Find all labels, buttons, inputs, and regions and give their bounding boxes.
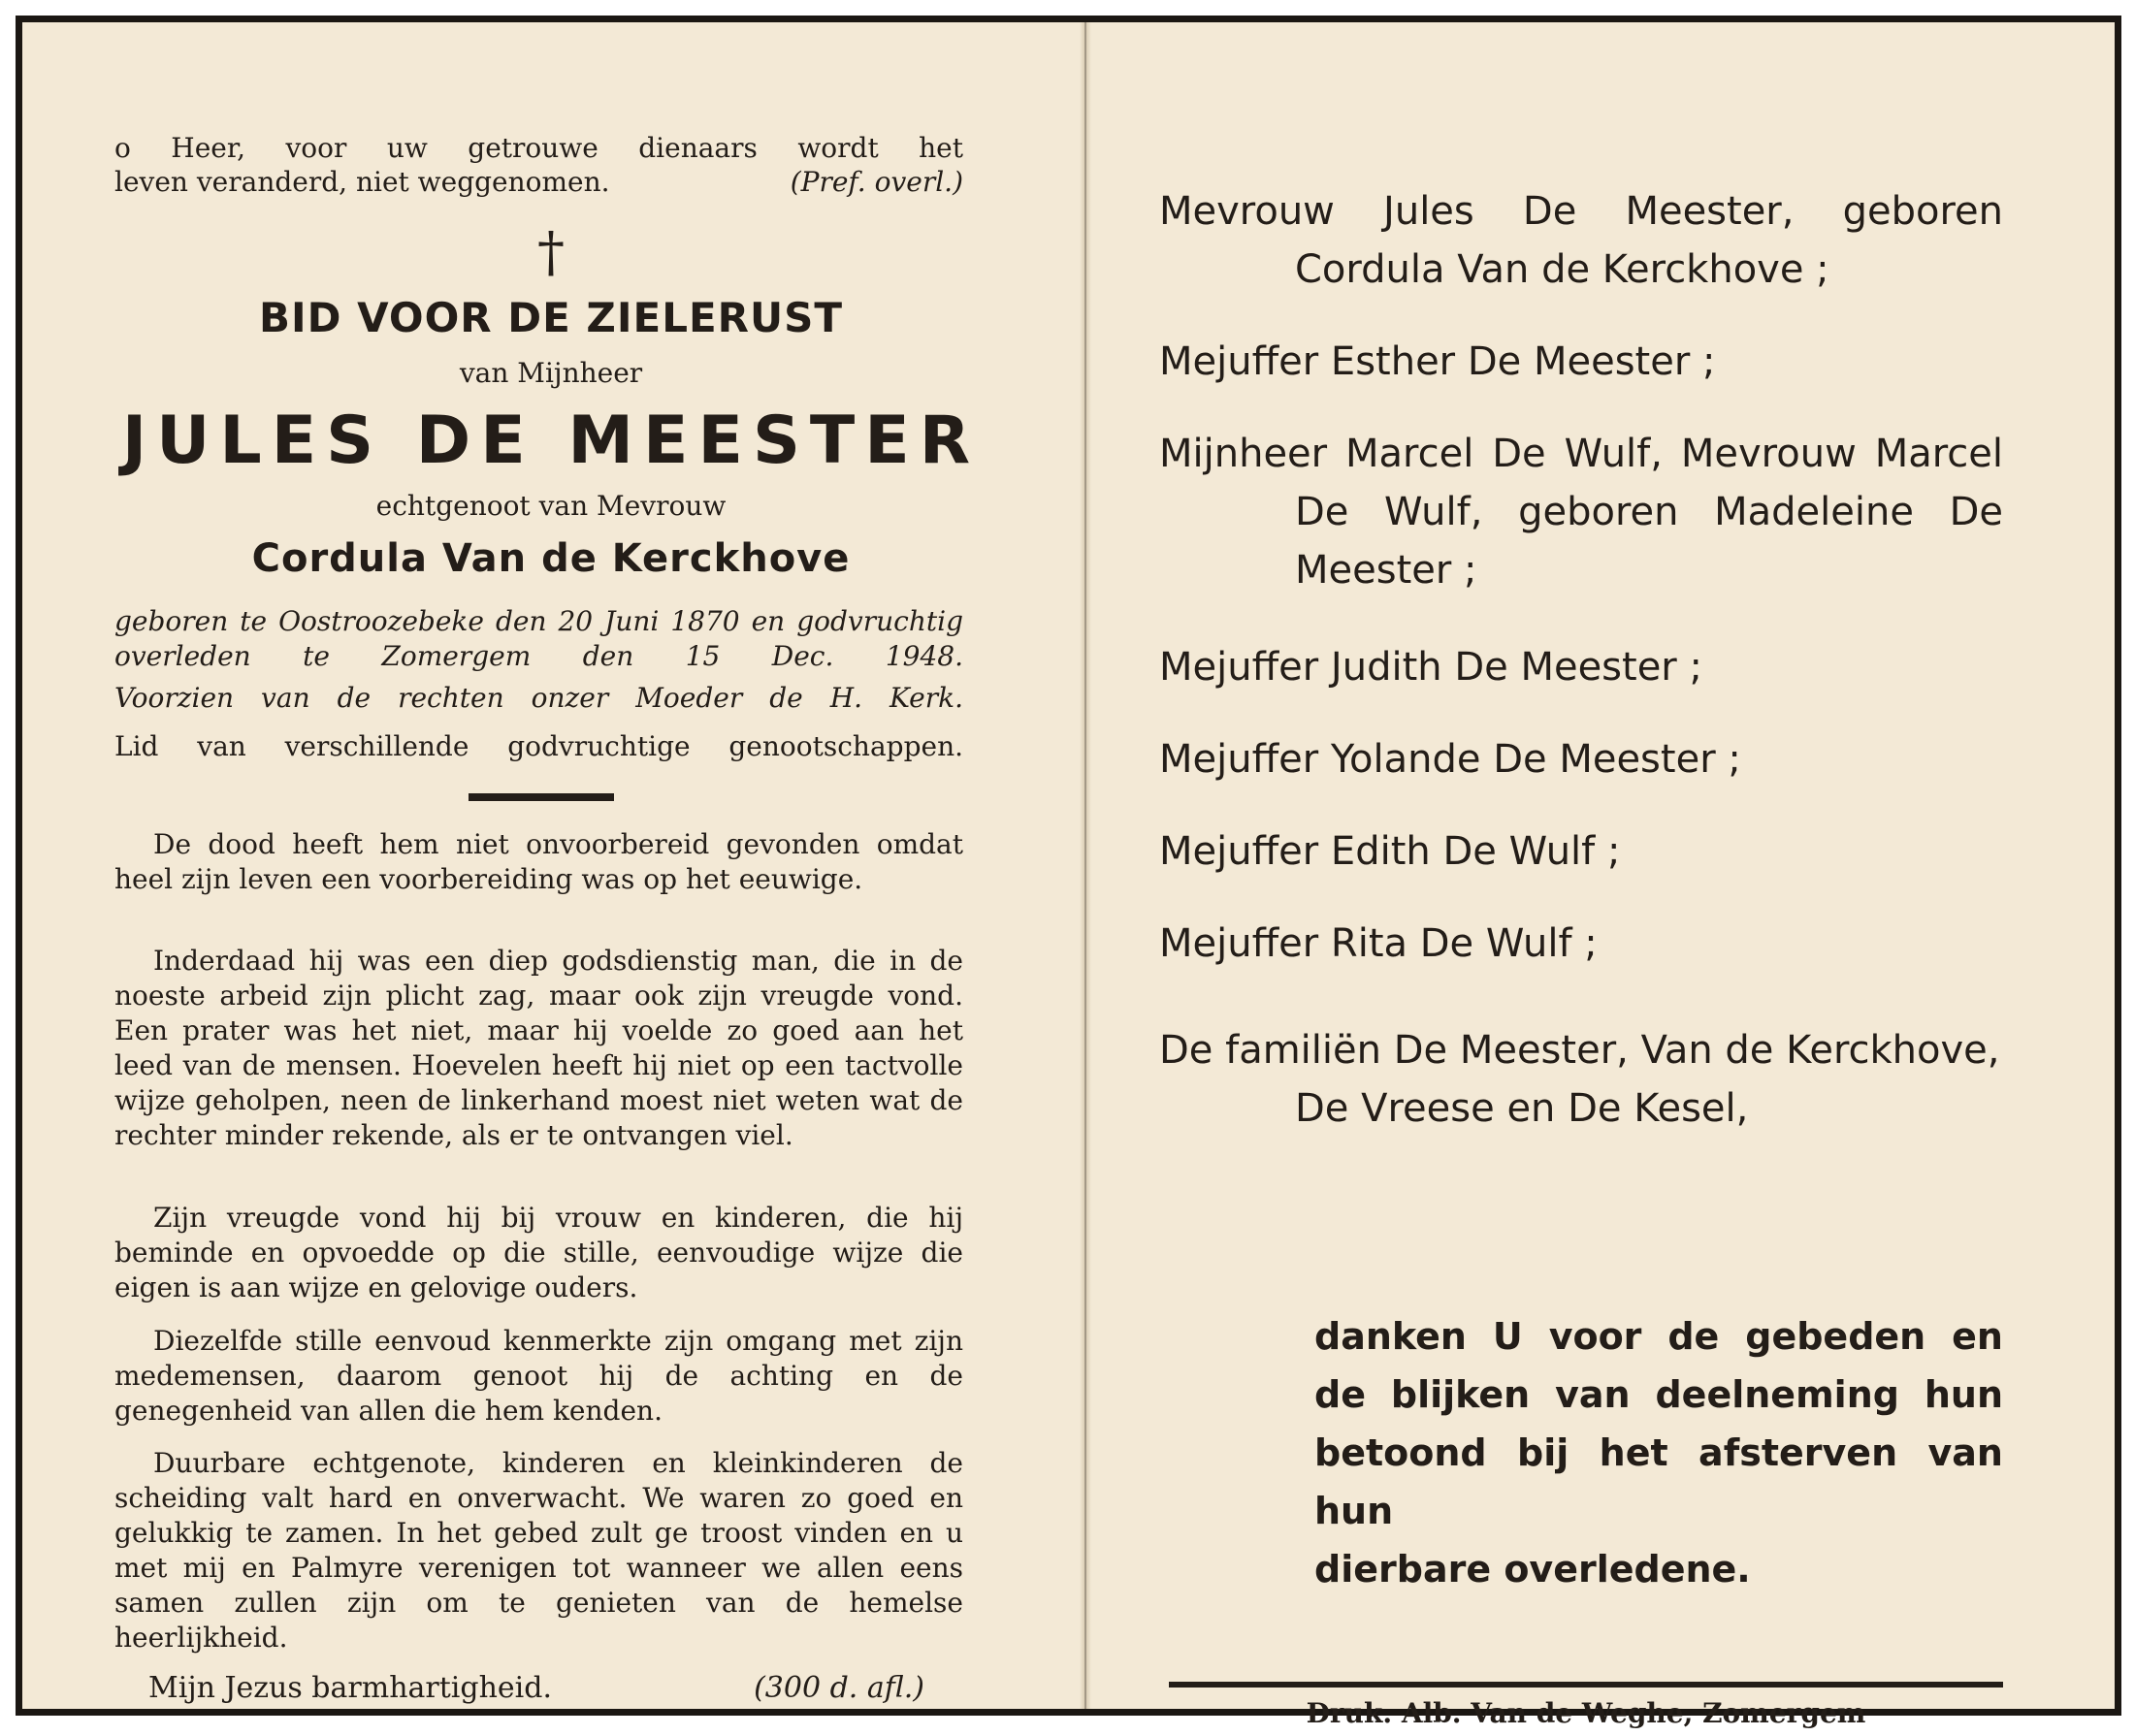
family-entry: Mejuffer Edith De Wulf ; <box>1159 829 1621 874</box>
page-fold <box>1080 22 1091 1709</box>
thanks-text: danken U voor de gebeden en de blijken van deelneming hun betoond bij het afsterven van hun dierbare overledene. <box>1314 1315 2003 1591</box>
quote-line-1: o Heer, voor uw getrouwe dienaars wordt het <box>114 132 963 164</box>
birth-death-text: geboren te Oostroozebeke den 20 Juni 1870 en godvruchtig overleden te Zomergem den 15 Dec. 1948. <box>114 605 963 672</box>
membership-text: Lid van verschillende godvruchtige genootschappen. <box>114 730 963 762</box>
prayer-quote <box>114 131 963 199</box>
closing-line <box>148 1671 924 1705</box>
family-entry: Mejuffer Judith De Meester ; <box>1159 645 1702 690</box>
right-page <box>1091 22 2115 1729</box>
spouse-name: Cordula Van de Kerckhove <box>251 536 851 581</box>
spouse-intro: echtgenoot van Mevrouw <box>375 490 727 522</box>
mourning-card <box>16 16 2121 1729</box>
deceased-name: JULES DE MEESTER <box>121 402 981 479</box>
cross-icon: † <box>537 221 565 284</box>
biography-paragraph: Diezelfde stille eenvoud kenmerkte zijn omgang met zijn medemensen, daarom genoot hij de achting en de genegenheid van allen die hem kenden. <box>114 1325 963 1427</box>
closing-prayer: Mijn Jezus barmhartigheid. <box>148 1671 553 1705</box>
family-entry: Mejuffer Esther De Meester ; <box>1159 339 1716 384</box>
printer-credit: Druk. Alb. Van de Weghe, Zomergem <box>1306 1697 1866 1729</box>
van-mijnheer: van Mijnheer <box>459 357 643 389</box>
biography-paragraph: Zijn vreugde vond hij bij vrouw en kinderen, die hij beminde en opvoedde op die stille, eenvoudige wijze die eigen is aan wijze en gelovige ouders. <box>114 1202 963 1303</box>
prayer-heading: BID VOOR DE ZIELERUST <box>258 294 843 341</box>
family-entry: Mijnheer Marcel De Wulf, Mevrouw Marcel De Wulf, geboren Madeleine De Meester ; <box>1159 432 2003 593</box>
quote-line-2: leven veranderd, niet weggenomen. <box>114 166 610 198</box>
biography-paragraph: De dood heeft hem niet onvoorbereid gevonden omdat heel zijn leven een voorbereiding was op het eeuwige. <box>114 828 963 895</box>
family-entry: Mejuffer Rita De Wulf ; <box>1159 921 1598 966</box>
biography-paragraph: Duurbare echtgenote, kinderen en kleinkinderen de scheiding valt hard en onverwacht. We waren zo goed en gelukkig te zamen. In het gebed zult ge troost vinden en u met mij en Palmyre verenigen tot wanneer we allen eens samen zullen zijn om te genieten van de hemelse heerlijkheid. <box>114 1447 963 1654</box>
biography-paragraph: Inderdaad hij was een diep godsdienstig man, die in de noeste arbeid zijn plicht zag, maar ook zijn vreugde vond. Een prater was het niet, maar hij voelde zo goed aan het leed van de mensen. Hoevelen heeft hij niet op een tactvolle wijze geholpen, neen de linkerhand moest niet weten wat de rechter minder rekende, als er te ontvangen viel. <box>114 945 963 1151</box>
sacraments-text: Voorzien van de rechten onzer Moeder de H. Kerk. <box>114 682 963 714</box>
family-entry: De familiën De Meester, Van de Kerckhove, De Vreese en De Kesel, <box>1159 1028 2000 1131</box>
printer-rule <box>1169 1682 2003 1688</box>
divider <box>469 793 614 801</box>
family-entry: Mevrouw Jules De Meester, geboren Cordula Van de Kerckhove ; <box>1159 189 2003 292</box>
indulgence-note: (300 d. afl.) <box>754 1671 924 1705</box>
left-page <box>22 22 1080 1709</box>
family-entry: Mejuffer Yolande De Meester ; <box>1159 737 1741 782</box>
quote-source: (Pref. overl.) <box>790 166 963 198</box>
